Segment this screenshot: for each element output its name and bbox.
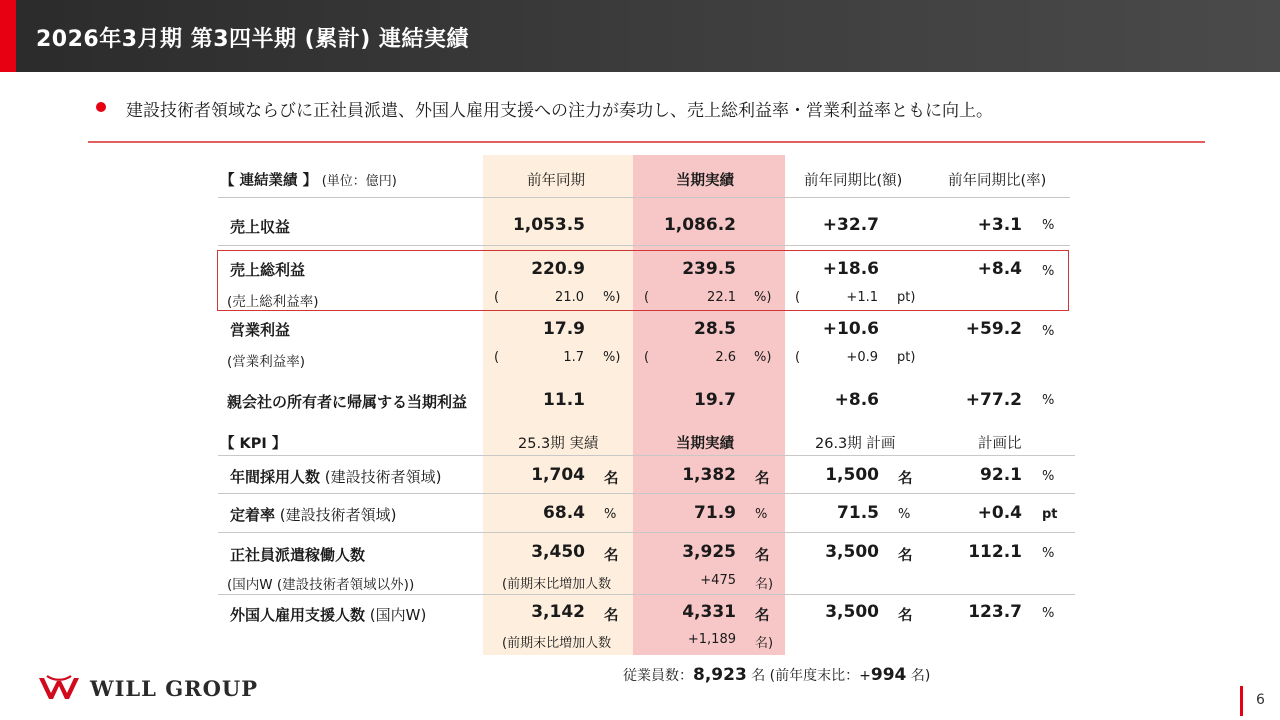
kpi-unit: pt <box>1042 507 1058 522</box>
kpi-unit: % <box>1042 606 1055 621</box>
unit-percent: % <box>1042 393 1055 408</box>
sub-label-operating-margin: (営業利益率) <box>227 354 306 370</box>
pt-close: pt) <box>897 350 916 365</box>
row-label-net-income: 親会社の所有者に帰属する当期利益 <box>227 393 468 411</box>
paren-open: ( <box>494 350 500 365</box>
logo-text: WILL GROUP <box>90 675 259 701</box>
sub-label-gross-margin: (売上総利益率) <box>227 294 319 310</box>
highlight-box <box>217 250 1069 311</box>
kpi-sub-close: 名) <box>755 577 774 592</box>
paren-open: ( <box>795 290 801 305</box>
row-divider <box>218 245 1070 246</box>
kpi-value-plan: 3,500 <box>825 602 879 622</box>
sub-value-diff: +1.1 <box>846 290 878 305</box>
value-diff: +32.7 <box>822 215 879 235</box>
kpi-sub-note: (前期末比増加人数 <box>502 577 612 592</box>
summary-bullet: 建設技術者領域ならびに正社員派遣、外国人雇用支援への注力が奏功し、売上総利益率・営業利益率ともに向上。 <box>126 101 993 121</box>
kpi-value-ratio: 123.7 <box>968 602 1022 622</box>
kpi-unit: 名 <box>604 608 619 624</box>
col-header-prev: 前年同期 <box>527 173 585 189</box>
row-label-operating-profit: 営業利益 <box>230 321 291 339</box>
kpi-label-retention: 定着率 (建設技術者領域) <box>230 506 397 524</box>
paren-open: ( <box>644 290 650 305</box>
kpi-sub-label: (国内W (建設技術者領域以外)) <box>227 577 415 593</box>
title-bar <box>0 0 1280 72</box>
kpi-col-prev: 25.3期 実績 <box>518 436 599 452</box>
row-divider <box>218 594 1075 595</box>
kpi-col-current: 当期実績 <box>676 436 734 452</box>
kpi-label-dispatch-headcount: 正社員派遣稼働人数 <box>230 546 366 564</box>
sub-value-prev: 1.7 <box>563 350 584 365</box>
bullet-dot <box>96 102 106 112</box>
kpi-label-foreign-support: 外国人雇用支援人数 (国内W) <box>230 606 427 624</box>
value-rate: +8.4 <box>977 259 1022 279</box>
kpi-label-annual-hires: 年間採用人数 (建設技術者領域) <box>230 468 442 486</box>
value-prev: 220.9 <box>531 259 585 279</box>
row-label-gross-profit: 売上総利益 <box>230 261 306 279</box>
kpi-col-ratio: 計画比 <box>978 436 1022 452</box>
kpi-value-ratio: 92.1 <box>980 465 1022 485</box>
pct-close: %) <box>754 290 772 305</box>
title-accent <box>0 0 16 72</box>
value-current: 28.5 <box>694 319 736 339</box>
value-current: 19.7 <box>694 390 736 410</box>
page-number-bar <box>1240 686 1243 716</box>
section-label-kpi: 【 KPI 】 <box>220 436 287 452</box>
sub-value-current: 2.6 <box>715 350 736 365</box>
sub-value-prev: 21.0 <box>555 290 584 305</box>
page-number: 6 <box>1256 692 1265 708</box>
kpi-unit: 名 <box>604 471 619 487</box>
col-header-rate: 前年同期比(率) <box>948 173 1047 189</box>
kpi-unit: % <box>1042 469 1055 484</box>
kpi-value-ratio: 112.1 <box>968 542 1022 562</box>
value-diff: +18.6 <box>822 259 879 279</box>
paren-open: ( <box>795 350 801 365</box>
value-rate: +77.2 <box>965 390 1022 410</box>
kpi-value-prev: 1,704 <box>531 465 585 485</box>
value-prev: 17.9 <box>543 319 585 339</box>
col-header-diff: 前年同期比(額) <box>804 173 903 189</box>
pt-close: pt) <box>897 290 916 305</box>
value-current: 239.5 <box>682 259 736 279</box>
section-label-consolidated: 【 連結業績 】 (単位：億円) <box>220 173 397 189</box>
kpi-unit: % <box>898 507 911 522</box>
sub-value-current: 22.1 <box>707 290 736 305</box>
kpi-unit: 名 <box>898 608 913 624</box>
kpi-value-ratio: +0.4 <box>977 503 1022 523</box>
divider <box>88 141 1205 143</box>
row-divider <box>218 532 1075 533</box>
kpi-unit: % <box>604 507 617 522</box>
kpi-sub-value: +1,189 <box>687 632 736 647</box>
kpi-sub-value: +475 <box>700 573 736 588</box>
kpi-col-plan: 26.3期 計画 <box>815 436 896 452</box>
unit-percent: % <box>1042 324 1055 339</box>
value-rate: +59.2 <box>965 319 1022 339</box>
value-diff: +10.6 <box>822 319 879 339</box>
kpi-value-prev: 3,450 <box>531 542 585 562</box>
kpi-value-plan: 1,500 <box>825 465 879 485</box>
kpi-unit: 名 <box>755 471 770 487</box>
col-header-current: 当期実績 <box>676 173 734 189</box>
value-current: 1,086.2 <box>663 215 736 235</box>
company-logo <box>38 672 258 704</box>
paren-open: ( <box>644 350 650 365</box>
kpi-sub-close: 名) <box>755 636 774 651</box>
kpi-unit: 名 <box>604 548 619 564</box>
kpi-value-plan: 71.5 <box>837 503 879 523</box>
pct-close: %) <box>754 350 772 365</box>
logo-mark-icon <box>38 675 80 701</box>
kpi-unit: % <box>755 507 768 522</box>
kpi-value-current: 1,382 <box>682 465 736 485</box>
kpi-unit: % <box>1042 546 1055 561</box>
kpi-value-prev: 3,142 <box>531 602 585 622</box>
row-divider <box>218 493 1075 494</box>
kpi-value-prev: 68.4 <box>543 503 585 523</box>
unit-percent: % <box>1042 264 1055 279</box>
kpi-unit: 名 <box>898 548 913 564</box>
page-title: 2026年3月期 第3四半期 (累計) 連結実績 <box>36 27 469 52</box>
kpi-unit: 名 <box>898 471 913 487</box>
row-label-revenue: 売上収益 <box>230 218 291 236</box>
row-divider <box>218 197 1070 198</box>
value-prev: 11.1 <box>543 390 585 410</box>
value-rate: +3.1 <box>977 215 1022 235</box>
sub-value-diff: +0.9 <box>846 350 878 365</box>
employee-count-note: 従業員数：8,923 名 (前年度末比：+994 名) <box>623 665 931 685</box>
kpi-value-current: 4,331 <box>682 602 736 622</box>
kpi-value-current: 71.9 <box>694 503 736 523</box>
value-prev: 1,053.5 <box>512 215 585 235</box>
paren-open: ( <box>494 290 500 305</box>
kpi-unit: 名 <box>755 608 770 624</box>
pct-close: %) <box>603 290 621 305</box>
kpi-sub-note: (前期末比増加人数 <box>502 636 612 651</box>
kpi-value-current: 3,925 <box>682 542 736 562</box>
unit-percent: % <box>1042 218 1055 233</box>
kpi-unit: 名 <box>755 548 770 564</box>
row-divider <box>218 455 1075 456</box>
value-diff: +8.6 <box>834 390 879 410</box>
pct-close: %) <box>603 350 621 365</box>
kpi-value-plan: 3,500 <box>825 542 879 562</box>
